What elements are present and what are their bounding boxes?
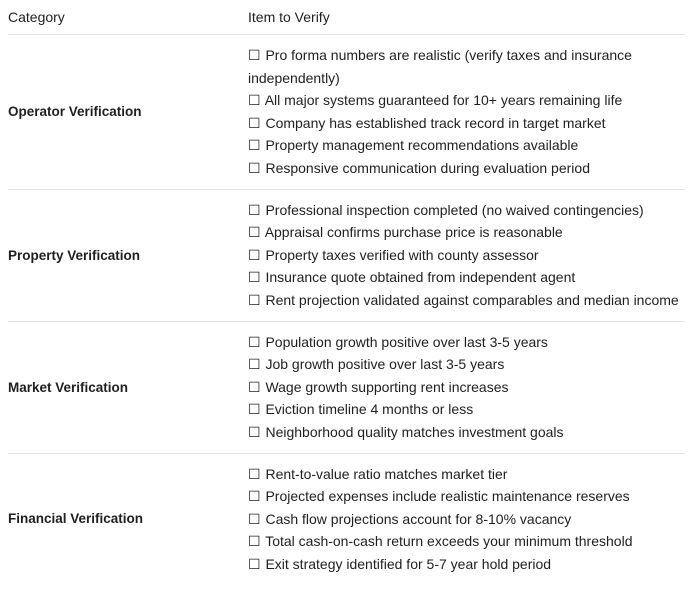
checklist-item bbox=[248, 485, 685, 508]
checkbox-icon[interactable]: ☐ bbox=[248, 269, 261, 286]
checklist-item-text: Professional inspection completed (no waived contingencies) bbox=[265, 201, 644, 218]
checklist-item-text: All major systems guaranteed for 10+ years remaining life bbox=[264, 92, 623, 109]
checklist-item bbox=[248, 44, 685, 89]
checklist-item-text: Property management recommendations available bbox=[265, 137, 579, 154]
checkbox-icon[interactable]: ☐ bbox=[248, 224, 261, 241]
checklist-item-text: Wage growth supporting rent increases bbox=[265, 378, 509, 395]
items-cell bbox=[248, 321, 685, 453]
checklist-item bbox=[248, 530, 685, 553]
checklist-item bbox=[248, 244, 685, 267]
category-cell: Financial Verification bbox=[8, 511, 144, 527]
checkbox-icon[interactable]: ☐ bbox=[248, 378, 261, 395]
checklist-item-text: Pro forma numbers are realistic (verify taxes and insurance independently) bbox=[248, 47, 632, 86]
checkbox-icon[interactable]: ☐ bbox=[248, 114, 261, 131]
checklist-item bbox=[248, 508, 685, 531]
checklist-item-text: Job growth positive over last 3-5 years bbox=[265, 356, 505, 373]
checklist-item-text: Population growth positive over last 3-5 years bbox=[265, 333, 548, 350]
checkbox-icon[interactable]: ☐ bbox=[248, 291, 261, 308]
checklist-item-text: Projected expenses include realistic maintenance reserves bbox=[265, 488, 630, 505]
checklist-item bbox=[248, 266, 685, 289]
checkbox-icon[interactable]: ☐ bbox=[248, 246, 261, 263]
checkbox-icon[interactable]: ☐ bbox=[248, 533, 261, 550]
checkbox-icon[interactable]: ☐ bbox=[248, 510, 261, 527]
category-cell: Operator Verification bbox=[8, 35, 248, 190]
items-cell bbox=[248, 189, 685, 321]
checklist-item bbox=[248, 376, 685, 399]
checkbox-icon[interactable]: ☐ bbox=[248, 488, 261, 505]
checklist-item bbox=[248, 221, 685, 244]
checkbox-icon[interactable]: ☐ bbox=[248, 92, 261, 109]
verification-checklist-table bbox=[8, 0, 685, 584]
checkbox-icon[interactable]: ☐ bbox=[248, 333, 261, 350]
checklist-item-text: Appraisal confirms purchase price is reasonable bbox=[264, 224, 563, 241]
table-row bbox=[8, 35, 685, 190]
table-row bbox=[8, 189, 685, 321]
table-row bbox=[8, 453, 685, 584]
checklist-item bbox=[248, 421, 685, 444]
checklist-item-text: Rent-to-value ratio matches market tier bbox=[265, 465, 508, 482]
checklist-item-text: Rent projection validated against comparables and median income bbox=[265, 291, 679, 308]
checkbox-icon[interactable]: ☐ bbox=[248, 555, 261, 572]
checkbox-icon[interactable]: ☐ bbox=[248, 47, 261, 63]
checklist-item-text: Eviction timeline 4 months or less bbox=[265, 401, 474, 418]
checklist-item-text: Responsive communication during evaluation period bbox=[265, 159, 590, 176]
category-column-header: Category bbox=[8, 0, 248, 35]
checkbox-icon[interactable]: ☐ bbox=[248, 465, 261, 482]
checklist-item bbox=[248, 289, 685, 312]
checklist-item bbox=[248, 134, 685, 157]
checklist-item-text: Total cash-on-cash return exceeds your minimum threshold bbox=[265, 533, 633, 550]
checkbox-icon[interactable]: ☐ bbox=[248, 159, 261, 176]
checklist-item-text: Cash flow projections account for 8-10% vacancy bbox=[265, 510, 572, 527]
checkbox-icon[interactable]: ☐ bbox=[248, 423, 261, 440]
checkbox-icon[interactable]: ☐ bbox=[248, 201, 261, 218]
checkbox-icon[interactable]: ☐ bbox=[248, 137, 261, 154]
checklist-item bbox=[248, 463, 685, 486]
checklist-item-text: Neighborhood quality matches investment goals bbox=[265, 423, 564, 440]
item-column-header: Item to Verify bbox=[248, 0, 685, 35]
checklist-item bbox=[248, 398, 685, 421]
items-cell bbox=[248, 453, 685, 584]
checklist-item bbox=[248, 553, 685, 576]
checklist-item bbox=[248, 199, 685, 222]
checklist-item-text: Exit strategy identified for 5-7 year hold period bbox=[265, 555, 552, 572]
checklist-item bbox=[248, 353, 685, 376]
items-cell bbox=[248, 35, 685, 190]
category-cell: Property Verification bbox=[8, 189, 248, 321]
checklist-item bbox=[248, 112, 685, 135]
checklist-item-text: Company has established track record in target market bbox=[265, 114, 606, 131]
category-cell: Market Verification bbox=[8, 321, 248, 453]
checklist-item bbox=[248, 157, 685, 180]
table-header-row bbox=[8, 0, 685, 35]
checklist-item-text: Property taxes verified with county assessor bbox=[265, 246, 539, 263]
checkbox-icon[interactable]: ☐ bbox=[248, 401, 261, 418]
checkbox-icon[interactable]: ☐ bbox=[248, 356, 261, 373]
checklist-item bbox=[248, 331, 685, 354]
table-row bbox=[8, 321, 685, 453]
checklist-item-text: Insurance quote obtained from independent agent bbox=[265, 269, 576, 286]
checklist-item bbox=[248, 89, 685, 112]
